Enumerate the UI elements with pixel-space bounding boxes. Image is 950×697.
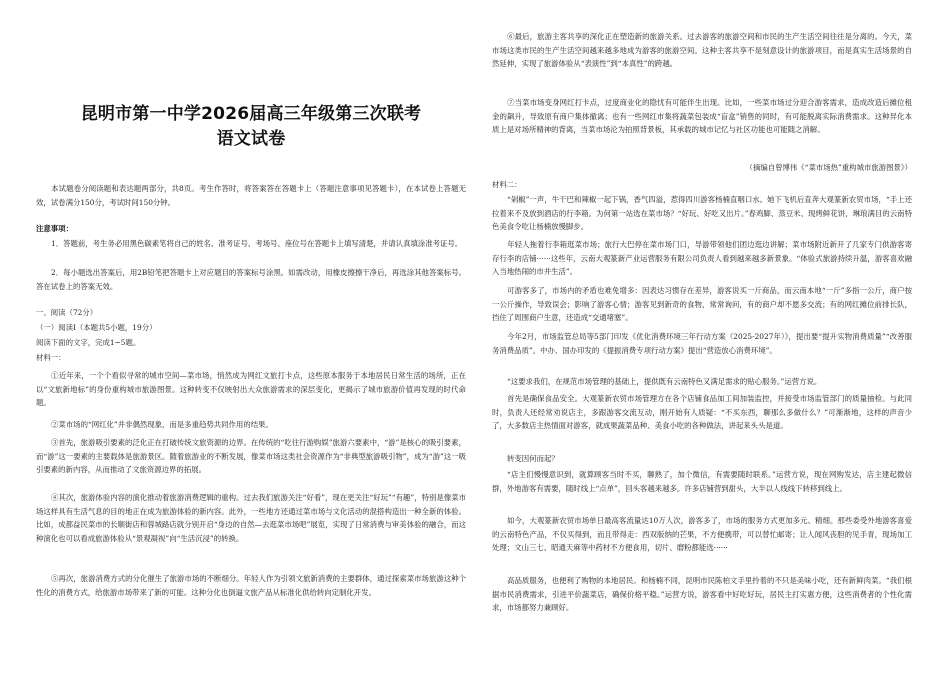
material-1-para-2-text: ②菜市场的“网红化”并非偶然现象，而是多重趋势共同作用的结果。 — [51, 420, 273, 429]
material-1-para-2 — [36, 418, 466, 432]
material-2-para-3 — [492, 284, 912, 325]
notice-item-1-text: 1．答题前，考生务必用黑色碳素笔将自己的姓名、准考证号、考场号、座位号在答题卡上填写清楚，并请认真填涂准考证号。 — [51, 239, 463, 248]
material-2-para-4 — [492, 330, 912, 357]
material-1-para-5 — [36, 572, 466, 599]
material-1-para-6 — [492, 30, 912, 71]
exam-subtitle: 语文试卷 — [216, 129, 286, 149]
exam-title: 昆明市第一中学2026届高三年级第三次联考 — [80, 104, 422, 124]
material-2-para-6 — [492, 392, 912, 433]
material-1-para-5-text: ⑤再次，旅游消费方式的分化催生了旅游市场的不断细分。年轻人作为引领文旅新消费的主要群体，通过探索菜市场旅游这种个性化的消费方式，给旅游市场带来了新的可能。这种分化也倒逼文旅产品从标准化供给转向定制化开发。 — [36, 574, 466, 597]
material-1-para-6-text: ⑥最后，旅游主客共享的深化正在塑造新的旅游关系。过去游客的旅游空间和市民的生产生活空间往往是分离的。今天，菜市场这类市民的生产生活空间越来越多地成为游客的旅游空间。这种主客共享不是刻意设计的旅游项目，而是真实生活场景的自然延伸，实现了旅游体验从“表演性”到“本真性”的跨越。 — [492, 32, 912, 69]
material-1-label: 材料一： — [36, 353, 66, 362]
material-2-para-7 — [492, 452, 912, 466]
material-2-para-4-text: 今年2月，市场监管总局等5部门印发《优化消费环境三年行动方案（2025-2027年）》，提出要“提升实物消费质量”“改善服务消费品质”。中办、国办印发的《提振消费专项行动方案》提出“营造放心消费环境”。 — [492, 332, 912, 355]
material-2-para-5-text: “这要求我们，在规范市场管理的基础上，提供既有云南特色又满足需求的贴心服务。”运营方说。 — [507, 377, 822, 386]
material-1-para-1 — [36, 369, 466, 410]
material-2-para-8 — [492, 468, 912, 495]
section-sub-one: （一）阅读Ⅰ（本题共5小题，19分） — [36, 323, 157, 332]
section-directions: 阅读下面的文字，完成1~5题。 — [36, 338, 141, 347]
material-2-para-7-text: 转变因何而起？ — [507, 454, 559, 463]
material-1-para-3 — [36, 436, 466, 477]
material-2-para-10-text: 高品质服务，也便利了购物的本地居民。和杨楠不同，昆明市民陈柏文手里拎着的不只是美味小吃，还有新鲜肉菜。“我们根据市民消费需求，引进平价蔬菜店，确保价格平稳。”运营方说，游客看中好吃好玩，居民主打实惠方便，这些消费者的个性化需求，市场都努力兼顾好。 — [492, 576, 912, 613]
material-1-source: （摘编自曾博伟《“菜市场热”重构城市旅游图景》） — [745, 163, 912, 172]
material-1-para-3-text: ③首先，旅游吸引要素的泛化正在打破传统文旅资源的边界。在传统的“吃住行游购娱”旅游六要素中，“游”是核心的吸引要素，而“游”这一要素的主要载体是旅游景区。随着旅游业的不断发展，像菜市场这类社会资源作为“非典型旅游吸引物”，成为“游”这一吸引要素的新内容，从而推动了文旅资源边界的拓展。 — [36, 438, 466, 475]
material-1-para-1-text: ①近年来，一个个看似寻常的城市空间—菜市场，悄然成为网红文旅打卡点，这些原本服务于本地居民日常生活的场所，正在以“文旅新地标”的身份重构城市旅游图景。这种转变不仅映射出大众旅游需求的深层变化，更揭示了城市旅游价值再发现的时代命题。 — [36, 371, 466, 408]
material-1-para-4-text: ④其次，旅游体验内容的演化推动着旅游消费逻辑的重构。过去我们旅游关注“好看”，现在更关注“好玩”“有趣”，特别是像菜市场这样具有生活气息的目的地正在成为旅游体验的新内容。此外，一些地方还通过菜市场与文化活动的混搭构造出一种全新的体验。比如，成都益民菜市的长顺街店和蓉城路店就分别开启“身边的自然—去逛菜市场吧”展览，实现了日常消费与审美体验的融合，而这种演化也可以看成旅游体验从“景观凝视”向“生活沉浸”的转换。 — [36, 493, 466, 543]
material-2-para-9-text: 如今，大观篆新农贸市场单日最高客流量达10万人次，游客多了，市场的服务方式更加多元、精细。那些委受外地游客喜爱的云南特色产品，不仅买得到，而且带得走：西双版纳的芒果，不方便携带，可以替忙邮寄；让人闻风丧胆的见手青，现场加工处理；文山三七、昭通天麻等中药材不方便食用，切片、磨粉都能选······ — [492, 516, 912, 553]
material-2-para-2-text: 年轻人拖着行李箱逛菜市场；旅行大巴停在菜市场门口，导游带领他们团边逛边讲解；菜市场附近新开了几家专门供游客寄存行李的店铺······这些年，云南大观篆新产业运营服务有限公司负责人看到越来越多新景象。“体验式旅游持续升温，游客喜欢融入当地热闹的市井生活”。 — [492, 240, 912, 277]
material-1-para-7 — [492, 96, 912, 137]
instructions-intro-text: 本试题卷分阅读题和表达题两部分，共8页。考生作答时，将答案答在答题卡上（答题注意事项见答题卡），在本试卷上答题无效，试卷满分150分，考试时间150分钟。 — [36, 184, 466, 207]
material-2-para-9 — [492, 514, 912, 555]
section-part-one: 一、阅读（72分） — [36, 308, 98, 317]
material-2-para-10 — [492, 574, 912, 615]
notice-title: 注意事项： — [36, 224, 73, 233]
notice-item-2-text: 2．每小题选出答案后，用2B铅笔把答题卡上对应题目的答案标号涂黑。如需改动，用橡皮擦擦干净后，再选涂其他答案标号。答在试卷上的答案无效。 — [36, 268, 466, 291]
material-2-para-2 — [492, 238, 912, 279]
notice-item-2 — [36, 266, 466, 293]
material-2-para-1-text: “剁椒”一声，牛干巴和辣椒一起下锅，香气四溢，惹得四川游客杨楠直咽口水。她下飞机后直奔大观篆新农贸市场，“手上还拉着来不及放到酒店的行李箱。为何第一站选在菜市场？“好玩、好吃又出片。”春鸡脚、蒸豆米、现烤鲜花饼，琳琅满目的云南特色美食令吃让杨楠放慢脚步。 — [492, 195, 912, 232]
material-2-para-6-text: 首先是确保食品安全。大观篆新农贸市场管理方在各个店铺食品加工间加装监控，并接受市场监管部门的质量抽检。与此同时，负责人还经常劝说店主，多跟游客交流互动，刚开始有人质疑：“不买东西，聊那么多做什么？”可渐渐地，这样的声音少了，大多数店主热情面对游客，就成果蔬菜品种、美食小吃的各种做法，讲起来头头是道。 — [492, 394, 912, 431]
material-2-para-5 — [492, 375, 912, 389]
material-2-para-1 — [492, 193, 912, 234]
material-2-para-8-text: “店主们慢慢意识到，就算顾客当时不买，聊熟了，加个微信，有需要随时联系。”运营方说，现在网购发达，店主建起微信群，外地游客有需要，随时线上“点单”，回头客越来越多。许多店铺营到甜头，大半以人线线下转移到线上。 — [492, 470, 912, 493]
material-2-label: 材料二： — [492, 180, 522, 189]
material-1-para-7-text: ⑦当菜市场变身网红打卡点，过度商业化的隐忧有可能伴生出现。比如，一些菜市场过分迎合游客需求，造成改造后摊位租金的飙升，导致原有商户集体撤离；也有一些网红市集将蔬菜包装成“盲盒”销售的同时，有可能脱离实际消费需求。这种异化本质上是对场所精神的背离，当菜市场沦为拍照背景板，其承载的城市记忆与社区功能也可能随之消解。 — [492, 98, 912, 135]
notice-item-1 — [36, 237, 466, 251]
instructions-intro — [36, 182, 466, 209]
material-2-para-3-text: 可游客多了，市场内的矛盾也难免增多：因表达习惯存在差异，游客说买一斤商品，而云南本地“一斤”多指一公斤，商户按一公斤操作，导致误会；影响了游客心情；游客见到新奇的食物，常常询问，有的商户却不愿多交流；有的网红摊位前排长队，挡住了周围商户生意，还造成“交通堵塞”。 — [492, 286, 912, 323]
material-1-para-4 — [36, 491, 466, 545]
